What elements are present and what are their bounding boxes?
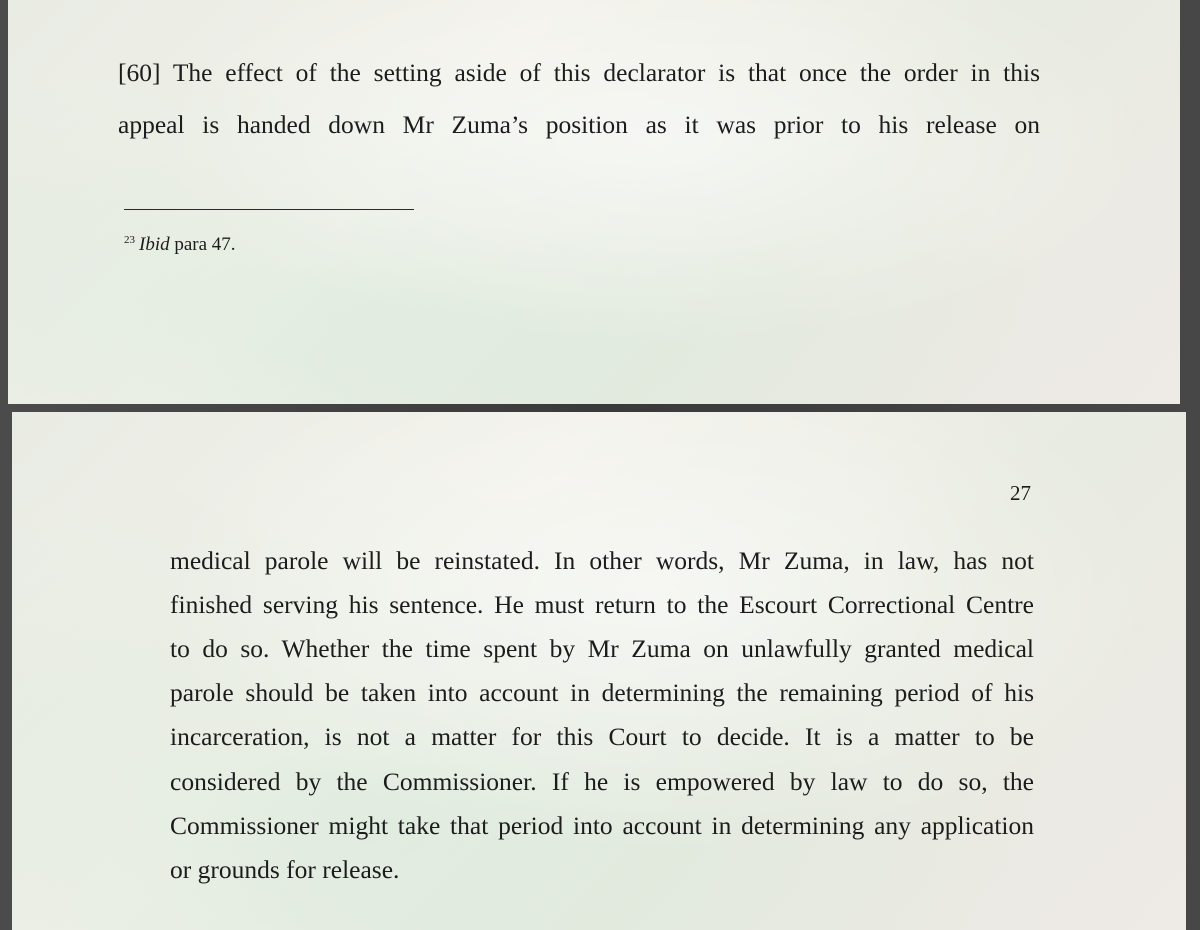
page-26-bottom xyxy=(8,0,1180,404)
footnote-marker: 23 xyxy=(124,234,135,246)
footnote-23 xyxy=(124,228,236,257)
paragraph-line: medical parole will be reinstated. In other words, Mr Zuma, in law, has not xyxy=(170,546,1034,575)
footnote-text: para 47. xyxy=(169,234,236,255)
page-number: 27 xyxy=(1010,481,1031,505)
paragraph-line: or grounds for release. xyxy=(170,855,400,884)
paragraph-line: to do so. Whether the time spent by Mr Zuma on unlawfully granted medical xyxy=(170,634,1034,663)
paragraph-line: parole should be taken into account in determining the remaining period of his xyxy=(170,678,1034,707)
paragraph-line: incarceration, is not a matter for this Court to decide. It is a matter to be xyxy=(170,722,1034,751)
footnote-italic-text: Ibid xyxy=(139,234,170,255)
paragraph-line: finished serving his sentence. He must return to the Escourt Correctional Centre xyxy=(170,590,1034,619)
paragraph-60-line: appeal is handed down Mr Zuma’s position as it was prior to his release on xyxy=(118,110,1040,139)
paragraph-line: considered by the Commissioner. If he is empowered by law to do so, the xyxy=(170,767,1034,796)
footnote-divider xyxy=(124,209,414,210)
page-27 xyxy=(12,412,1186,930)
paragraph-line: Commissioner might take that period into account in determining any application xyxy=(170,811,1034,840)
paragraph-60-line: [60] The effect of the setting aside of this declarator is that once the order in this xyxy=(118,58,1040,87)
